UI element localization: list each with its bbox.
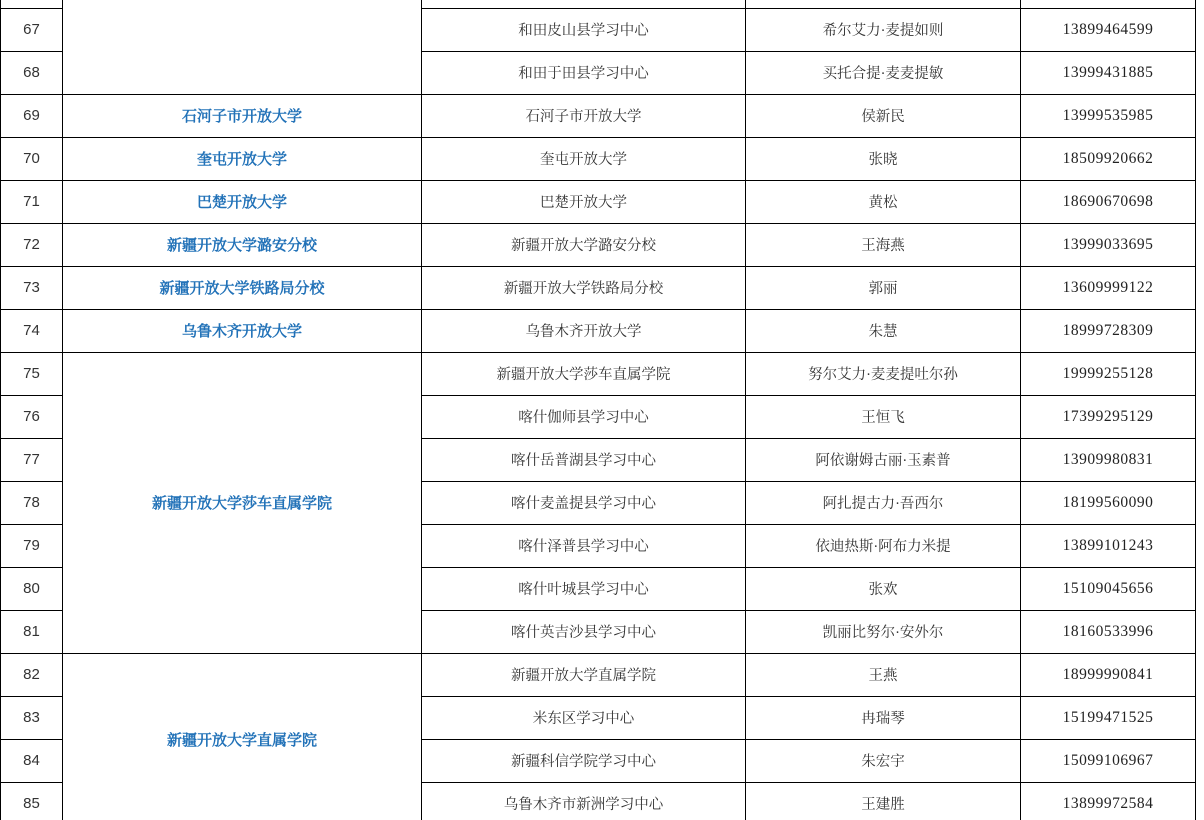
- learning-center-cell: 巴楚开放大学: [422, 180, 746, 223]
- table-row: [1, 266, 1196, 309]
- row-number-cell: 81: [1, 610, 63, 653]
- row-number-cell: 71: [1, 180, 63, 223]
- contact-cell: 朱宏宇: [746, 739, 1021, 782]
- contact-cell: 王建胜: [746, 782, 1021, 820]
- table-row: [1, 94, 1196, 137]
- table-row: [1, 180, 1196, 223]
- learning-center-cell: [422, 0, 746, 8]
- row-number-cell: 83: [1, 696, 63, 739]
- table-row: [1, 223, 1196, 266]
- university-cell: 奎屯开放大学: [63, 137, 422, 180]
- phone-cell: 18999990841: [1021, 653, 1196, 696]
- phone-cell: 13909980831: [1021, 438, 1196, 481]
- phone-cell: 15099106967: [1021, 739, 1196, 782]
- table-row: [1, 653, 1196, 696]
- phone-cell: 18199560090: [1021, 481, 1196, 524]
- contact-cell: 郭丽: [746, 266, 1021, 309]
- learning-center-cell: 新疆开放大学潞安分校: [422, 223, 746, 266]
- contact-cell: [746, 0, 1021, 8]
- contact-cell: 阿依谢姆古丽·玉素普: [746, 438, 1021, 481]
- table-row: [1, 352, 1196, 395]
- table-row: [1, 137, 1196, 180]
- contact-cell: 王燕: [746, 653, 1021, 696]
- phone-cell: [1021, 0, 1196, 8]
- phone-cell: 13899464599: [1021, 8, 1196, 51]
- phone-cell: 18999728309: [1021, 309, 1196, 352]
- learning-center-cell: 喀什叶城县学习中心: [422, 567, 746, 610]
- phone-cell: 19999255128: [1021, 352, 1196, 395]
- phone-cell: 13999033695: [1021, 223, 1196, 266]
- row-number-cell: 69: [1, 94, 63, 137]
- row-number-cell: 85: [1, 782, 63, 820]
- contact-cell: 凯丽比努尔·安外尔: [746, 610, 1021, 653]
- learning-center-cell: 新疆开放大学铁路局分校: [422, 266, 746, 309]
- row-number-cell: 78: [1, 481, 63, 524]
- row-number-cell: [1, 0, 63, 8]
- university-cell: 新疆开放大学莎车直属学院: [63, 352, 422, 653]
- contact-cell: 侯新民: [746, 94, 1021, 137]
- contact-cell: 努尔艾力·麦麦提吐尔孙: [746, 352, 1021, 395]
- table-row: [1, 309, 1196, 352]
- row-number-cell: 82: [1, 653, 63, 696]
- row-number-cell: 80: [1, 567, 63, 610]
- row-number-cell: 72: [1, 223, 63, 266]
- contact-cell: 买托合提·麦麦提敏: [746, 51, 1021, 94]
- university-cell: 新疆开放大学潞安分校: [63, 223, 422, 266]
- learning-center-cell: 乌鲁木齐开放大学: [422, 309, 746, 352]
- phone-cell: 15199471525: [1021, 696, 1196, 739]
- university-cell: [63, 0, 422, 94]
- contact-cell: 张晓: [746, 137, 1021, 180]
- contact-cell: 依迪热斯·阿布力米提: [746, 524, 1021, 567]
- contact-table-body: [1, 0, 1196, 820]
- row-number-cell: 84: [1, 739, 63, 782]
- university-cell: 乌鲁木齐开放大学: [63, 309, 422, 352]
- learning-center-cell: 米东区学习中心: [422, 696, 746, 739]
- learning-center-cell: 和田皮山县学习中心: [422, 8, 746, 51]
- learning-center-cell: 喀什麦盖提县学习中心: [422, 481, 746, 524]
- learning-center-cell: 石河子市开放大学: [422, 94, 746, 137]
- learning-center-cell: 喀什英吉沙县学习中心: [422, 610, 746, 653]
- phone-cell: 15109045656: [1021, 567, 1196, 610]
- university-cell: 新疆开放大学直属学院: [63, 653, 422, 820]
- learning-center-cell: 喀什伽师县学习中心: [422, 395, 746, 438]
- phone-cell: 13999535985: [1021, 94, 1196, 137]
- contact-cell: 王恒飞: [746, 395, 1021, 438]
- university-cell: 石河子市开放大学: [63, 94, 422, 137]
- phone-cell: 13899972584: [1021, 782, 1196, 820]
- row-number-cell: 75: [1, 352, 63, 395]
- row-number-cell: 70: [1, 137, 63, 180]
- phone-cell: 13609999122: [1021, 266, 1196, 309]
- learning-center-cell: 新疆科信学院学习中心: [422, 739, 746, 782]
- row-number-cell: 74: [1, 309, 63, 352]
- phone-cell: 13899101243: [1021, 524, 1196, 567]
- learning-center-cell: 乌鲁木齐市新洲学习中心: [422, 782, 746, 820]
- contact-cell: 冉瑞琴: [746, 696, 1021, 739]
- contact-cell: 朱慧: [746, 309, 1021, 352]
- phone-cell: 18690670698: [1021, 180, 1196, 223]
- row-number-cell: 73: [1, 266, 63, 309]
- phone-cell: 13999431885: [1021, 51, 1196, 94]
- contact-cell: 王海燕: [746, 223, 1021, 266]
- table-row: [1, 0, 1196, 8]
- contact-cell: 希尔艾力·麦提如则: [746, 8, 1021, 51]
- row-number-cell: 79: [1, 524, 63, 567]
- learning-center-cell: 和田于田县学习中心: [422, 51, 746, 94]
- row-number-cell: 77: [1, 438, 63, 481]
- university-cell: 新疆开放大学铁路局分校: [63, 266, 422, 309]
- row-number-cell: 68: [1, 51, 63, 94]
- learning-center-cell: 喀什岳普湖县学习中心: [422, 438, 746, 481]
- contact-cell: 张欢: [746, 567, 1021, 610]
- university-cell: 巴楚开放大学: [63, 180, 422, 223]
- phone-cell: 18160533996: [1021, 610, 1196, 653]
- learning-center-cell: 新疆开放大学直属学院: [422, 653, 746, 696]
- row-number-cell: 76: [1, 395, 63, 438]
- contact-cell: 阿扎提古力·吾西尔: [746, 481, 1021, 524]
- phone-cell: 18509920662: [1021, 137, 1196, 180]
- learning-center-cell: 喀什泽普县学习中心: [422, 524, 746, 567]
- learning-center-cell: 奎屯开放大学: [422, 137, 746, 180]
- learning-center-cell: 新疆开放大学莎车直属学院: [422, 352, 746, 395]
- row-number-cell: 67: [1, 8, 63, 51]
- phone-cell: 17399295129: [1021, 395, 1196, 438]
- contact-cell: 黄松: [746, 180, 1021, 223]
